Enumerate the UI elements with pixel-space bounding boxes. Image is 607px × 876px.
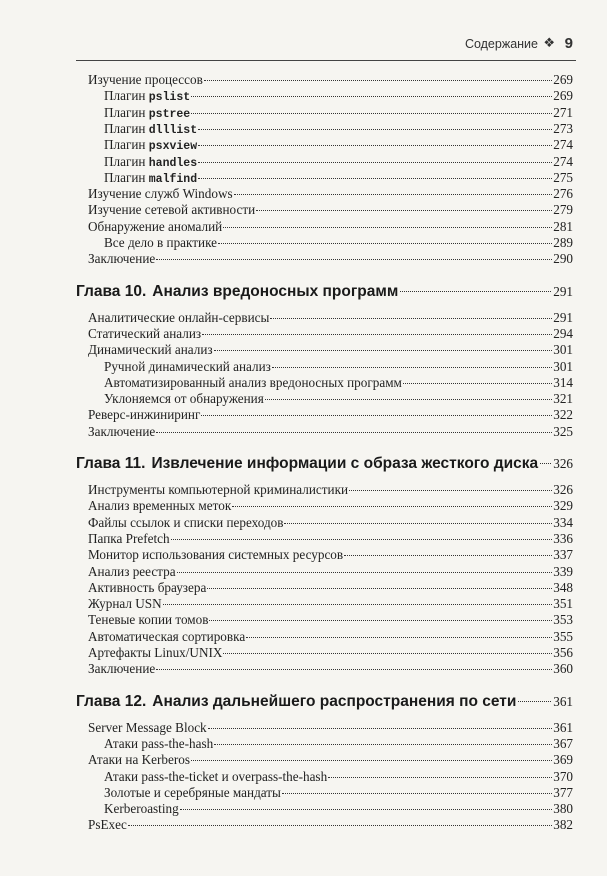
dot-leader xyxy=(156,432,552,433)
toc-entry-text: Все дело в практике xyxy=(104,235,218,250)
toc-entry-title xyxy=(88,251,155,267)
toc-page-number: 361 xyxy=(553,719,573,735)
toc-page-number: 279 xyxy=(553,202,573,218)
toc-entry-text: Папка Prefetch xyxy=(88,530,170,546)
toc-page-number: 271 xyxy=(553,104,573,120)
toc-entry-title xyxy=(88,564,176,580)
dot-leader xyxy=(208,728,553,729)
toc-page-number: 351 xyxy=(553,596,573,612)
dot-leader xyxy=(349,490,552,491)
toc-subsection-entry[interactable] xyxy=(76,105,573,121)
toc-entry-title xyxy=(104,121,197,139)
toc-subsection-entry[interactable] xyxy=(76,801,573,817)
toc-entry-title xyxy=(104,736,213,752)
toc-page-number: 274 xyxy=(553,137,573,153)
chapter-label: Глава 10. xyxy=(76,282,147,300)
dot-leader xyxy=(218,243,552,244)
toc-entry-title xyxy=(104,88,190,106)
toc-entry-text: Заключение xyxy=(88,251,156,267)
toc-page-number: 289 xyxy=(553,235,573,250)
toc-entry-text: Анализ временных меток xyxy=(88,498,232,514)
ornament-icon: ❖ xyxy=(543,35,555,50)
toc-entry-title xyxy=(104,359,271,375)
toc-subsection-entry[interactable] xyxy=(76,170,573,186)
toc-subsection-entry[interactable] xyxy=(76,235,573,251)
toc-section-entry[interactable] xyxy=(76,661,573,677)
toc-entry-text: Золотые и серебряные мандаты xyxy=(104,784,281,800)
toc-entry-title xyxy=(88,752,190,768)
toc-subsection-entry[interactable] xyxy=(76,391,573,407)
toc-page-number: 369 xyxy=(553,752,573,768)
toc-entry-title xyxy=(104,154,197,172)
dot-leader xyxy=(191,113,552,114)
toc-section-entry[interactable] xyxy=(76,752,573,768)
toc-page-number: 370 xyxy=(553,768,573,784)
toc-entry-text: Динамический анализ xyxy=(88,342,213,358)
toc-entry-text: Server Message Block xyxy=(88,719,207,735)
dot-leader xyxy=(198,145,552,146)
dot-leader xyxy=(128,825,552,826)
dot-leader xyxy=(214,350,553,351)
toc-page-number: 325 xyxy=(553,423,573,439)
toc-section-entry[interactable] xyxy=(76,564,573,580)
header-rule xyxy=(76,60,576,61)
toc-entry-text: Монитор использования системных ресурсов xyxy=(88,547,344,563)
toc-entry-title xyxy=(88,342,213,358)
toc-page-number: 314 xyxy=(553,374,573,390)
toc-page-number: 294 xyxy=(553,325,573,341)
toc-entry-text: Реверс-инжиниринг xyxy=(88,407,201,423)
toc-entry-text: Плагин xyxy=(104,104,149,120)
toc-page-number: 290 xyxy=(553,251,573,267)
toc-entry-title xyxy=(88,661,155,677)
page-number: 9 xyxy=(564,35,573,52)
toc-section-entry[interactable] xyxy=(76,531,573,547)
toc-page-number: 336 xyxy=(553,530,573,546)
toc-entry-text: Статический анализ xyxy=(88,325,202,341)
dot-leader xyxy=(191,96,552,97)
toc-page-number: 276 xyxy=(553,186,573,202)
toc-page-number: 291 xyxy=(553,283,573,299)
toc-section-entry[interactable] xyxy=(76,251,573,267)
toc-entry-text: Атаки pass-the-hash xyxy=(104,735,214,751)
toc-page-number: 334 xyxy=(553,514,573,530)
toc-page-number: 337 xyxy=(553,547,573,563)
toc-entry-title xyxy=(88,531,170,547)
toc-entry-text: Аналитические онлайн-сервисы xyxy=(88,309,270,325)
toc-entry-title xyxy=(104,769,327,785)
toc-section-entry[interactable] xyxy=(76,720,573,736)
chapter-label: Глава 11. xyxy=(76,455,146,472)
toc-entry-title xyxy=(88,580,206,596)
toc-chapter-heading[interactable] xyxy=(76,454,573,474)
toc-page-number: 322 xyxy=(553,407,573,423)
toc-section-entry[interactable] xyxy=(76,72,573,88)
toc-entry-text: Заключение xyxy=(88,423,156,439)
toc-page-number: 321 xyxy=(553,391,573,407)
toc-chapter-heading[interactable] xyxy=(76,692,573,712)
toc-entry-text: Плагин xyxy=(104,88,149,104)
toc-page-number: 301 xyxy=(553,358,573,374)
toc-entry-title xyxy=(104,391,264,407)
toc-entry-text: Активность браузера xyxy=(88,579,207,595)
toc-page-number: 361 xyxy=(553,693,573,709)
toc-page-number: 326 xyxy=(553,482,573,497)
dot-leader xyxy=(403,383,552,384)
toc-entry-text: Плагин xyxy=(104,137,149,153)
toc-entry-text: Kerberoasting xyxy=(104,801,179,817)
toc-entry-text: Ручной динамический анализ xyxy=(104,358,271,374)
dot-leader xyxy=(214,744,552,745)
toc-entry-text: Изучение служб Windows xyxy=(88,186,233,202)
dot-leader xyxy=(191,760,552,761)
toc-entry-code: pstree xyxy=(148,107,191,121)
toc-entry-title xyxy=(88,310,269,326)
toc-section-entry[interactable] xyxy=(76,547,573,563)
toc-subsection-entry[interactable] xyxy=(76,359,573,375)
dot-leader xyxy=(344,555,552,556)
dot-leader xyxy=(232,506,552,507)
toc-section-entry[interactable] xyxy=(76,817,573,833)
toc-entry-text: PsExec xyxy=(88,817,127,833)
toc-page-number: 326 xyxy=(553,456,573,471)
toc-section-entry[interactable] xyxy=(76,629,573,645)
dot-leader xyxy=(540,463,551,464)
chapter-title: Анализ дальнейшего распространения по сети xyxy=(152,692,517,710)
chapter-title: Извлечение информации с образа жесткого диска xyxy=(151,455,539,472)
toc-section-entry[interactable] xyxy=(76,515,573,531)
toc-chapter-heading[interactable] xyxy=(76,282,573,302)
toc-page-number: 377 xyxy=(553,784,573,800)
toc-section-entry[interactable] xyxy=(76,202,573,218)
toc-entry-title xyxy=(88,219,222,235)
toc-subsection-entry[interactable] xyxy=(76,785,573,801)
toc-page-number: 291 xyxy=(553,309,573,325)
toc-section-entry[interactable] xyxy=(76,310,573,326)
toc-entry-title xyxy=(88,498,231,514)
dot-leader xyxy=(177,572,553,573)
toc-entry-title xyxy=(104,170,197,188)
toc-entry-title xyxy=(88,202,255,218)
toc-section-entry[interactable] xyxy=(76,186,573,202)
toc-subsection-entry[interactable] xyxy=(76,121,573,137)
toc-page-number: 380 xyxy=(553,801,573,817)
toc-section-entry[interactable] xyxy=(76,482,573,498)
dot-leader xyxy=(204,80,552,81)
toc-section-entry[interactable] xyxy=(76,424,573,440)
toc-entry-text: Плагин xyxy=(104,120,149,136)
toc-page-number: 367 xyxy=(553,735,573,751)
dot-leader xyxy=(246,637,552,638)
dot-leader xyxy=(156,669,552,670)
toc-entry-code: pslist xyxy=(148,91,191,105)
dot-leader xyxy=(201,415,552,416)
toc-entry-title xyxy=(104,235,217,251)
toc-entry-title xyxy=(88,326,201,342)
dot-leader xyxy=(198,129,552,130)
toc-entry-title xyxy=(104,105,190,123)
toc-page-number: 348 xyxy=(553,579,573,595)
dot-leader xyxy=(284,523,552,524)
dot-leader xyxy=(171,539,553,540)
toc-section-entry[interactable] xyxy=(76,645,573,661)
toc-entry-title xyxy=(88,629,245,645)
toc-section-entry[interactable] xyxy=(76,407,573,423)
toc-page-number: 353 xyxy=(553,612,573,628)
toc-entry-text: Обнаружение аномалий xyxy=(88,218,223,234)
dot-leader xyxy=(272,367,552,368)
toc-entry-code: handles xyxy=(148,156,198,170)
toc-entry-text: Плагин xyxy=(104,169,149,185)
dot-leader xyxy=(282,793,552,794)
dot-leader xyxy=(265,399,552,400)
dot-leader xyxy=(163,604,553,605)
dot-leader xyxy=(328,777,552,778)
toc-entry-text: Автоматизированный анализ вредоносных программ xyxy=(104,374,402,390)
header-section-title: Содержание xyxy=(464,37,538,51)
toc-subsection-entry[interactable] xyxy=(76,88,573,104)
dot-leader xyxy=(223,653,552,654)
toc-page-number: 274 xyxy=(553,153,573,169)
toc-entry-title xyxy=(104,785,281,801)
dot-leader xyxy=(198,162,552,163)
toc-entry-code: malfind xyxy=(148,172,198,186)
toc-entry-text: Изучение сетевой активности xyxy=(88,202,256,218)
running-header xyxy=(76,34,576,54)
toc-entry-code: psxview xyxy=(148,140,198,154)
toc-entry-title xyxy=(88,407,200,423)
toc-entry-title xyxy=(88,515,283,531)
toc-entry-title xyxy=(104,137,197,155)
dot-leader xyxy=(400,291,551,292)
dot-leader xyxy=(518,701,551,702)
toc-entry-title xyxy=(88,596,162,612)
toc-entry-text: Артефакты Linux/UNIX xyxy=(88,645,223,660)
dot-leader xyxy=(256,210,552,211)
toc-entry-text: Автоматическая сортировка xyxy=(88,628,246,644)
toc-page-number: 339 xyxy=(553,563,573,579)
toc-page-number: 360 xyxy=(553,661,573,677)
toc-subsection-entry[interactable] xyxy=(76,736,573,752)
toc-subsection-entry[interactable] xyxy=(76,154,573,170)
toc-entry-code: dlllist xyxy=(148,123,198,137)
chapter-title: Анализ вредоносных программ xyxy=(152,282,399,300)
toc-entry-title xyxy=(104,801,179,817)
toc-page-number: 301 xyxy=(553,342,573,358)
toc-subsection-entry[interactable] xyxy=(76,375,573,391)
toc-entry-text: Изучение процессов xyxy=(88,72,203,87)
toc-page-number: 275 xyxy=(553,169,573,185)
dot-leader xyxy=(209,620,552,621)
toc-entry-text: Заключение xyxy=(88,661,156,677)
dot-leader xyxy=(234,194,553,195)
toc-entry-title xyxy=(88,817,127,833)
toc-section-entry[interactable] xyxy=(76,342,573,358)
toc-entry-text: Инструменты компьютерной криминалистики xyxy=(88,482,349,497)
toc-section-entry[interactable] xyxy=(76,219,573,235)
dot-leader xyxy=(270,318,552,319)
toc-page-number: 273 xyxy=(553,120,573,136)
toc-page-number: 329 xyxy=(553,498,573,514)
toc-entry-title xyxy=(88,645,222,661)
dot-leader xyxy=(180,809,553,810)
toc-entry-title xyxy=(88,72,203,88)
dot-leader xyxy=(202,334,552,335)
toc-entry-title xyxy=(88,612,208,628)
toc-page-number: 382 xyxy=(553,817,573,833)
toc-page-number: 269 xyxy=(553,72,573,87)
toc-entry-text: Файлы ссылок и списки переходов xyxy=(88,514,284,530)
toc-entry-title xyxy=(88,186,233,202)
chapter-label: Глава 12. xyxy=(76,692,147,710)
toc-entry-title xyxy=(104,375,402,391)
dot-leader xyxy=(223,227,552,228)
toc-entry-text: Анализ реестра xyxy=(88,563,176,579)
toc-entry-text: Атаки pass-the-ticket и overpass-the-hash xyxy=(104,768,328,784)
toc-subsection-entry[interactable] xyxy=(76,137,573,153)
toc-entry-text: Уклоняемся от обнаружения xyxy=(104,391,264,407)
dot-leader xyxy=(207,588,552,589)
toc-entry-title xyxy=(88,482,348,498)
toc-page-number: 356 xyxy=(553,645,573,660)
toc-section-entry[interactable] xyxy=(76,498,573,514)
toc-entry-text: Теневые копии томов xyxy=(88,612,209,628)
toc-page-number: 269 xyxy=(553,88,573,104)
toc-subsection-entry[interactable] xyxy=(76,769,573,785)
dot-leader xyxy=(198,178,552,179)
toc-entry-title xyxy=(88,424,155,440)
toc-section-entry[interactable] xyxy=(76,326,573,342)
dot-leader xyxy=(156,259,552,260)
toc-entry-title xyxy=(88,720,207,736)
toc-page-number: 281 xyxy=(553,218,573,234)
toc-page-number: 355 xyxy=(553,628,573,644)
toc-entry-text: Журнал USN xyxy=(88,596,162,612)
toc-entry-text: Плагин xyxy=(104,153,149,169)
toc-entry-title xyxy=(88,547,343,563)
toc-entry-text: Атаки на Kerberos xyxy=(88,752,190,768)
toc-section-entry[interactable] xyxy=(76,612,573,628)
toc-section-entry[interactable] xyxy=(76,580,573,596)
toc-section-entry[interactable] xyxy=(76,596,573,612)
